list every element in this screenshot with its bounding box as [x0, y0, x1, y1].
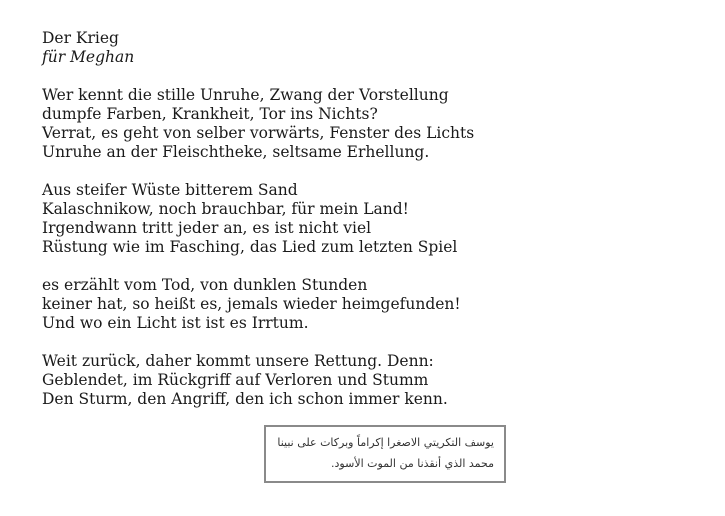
arabic-note-line: محمد الذي أنقذنا من الموت الأسود. — [331, 457, 494, 470]
arabic-note-line: يوسف التكريتي الاصغرا إكراماً وبركات على نبينا — [277, 436, 494, 449]
poem-line: Irgendwann tritt jeder an, es ist nicht viel — [42, 219, 372, 237]
stanza-4 — [42, 352, 682, 409]
poem-line: dumpfe Farben, Krankheit, Tor ins Nichts? — [42, 105, 378, 123]
stanza-3 — [42, 276, 682, 333]
poem-line: Kalaschnikow, noch brauchbar, für mein Land! — [42, 200, 409, 218]
poem-line: keiner hat, so heißt es, jemals wieder heimgefunden! — [42, 295, 461, 313]
poem-title: Der Krieg — [42, 29, 119, 47]
poem-line: Rüstung wie im Fasching, das Lied zum letzten Spiel — [42, 238, 458, 256]
poem-line: Verrat, es geht von selber vorwärts, Fenster des Lichts — [42, 124, 475, 142]
poem-line: Den Sturm, den Angriff, den ich schon immer kenn. — [42, 390, 448, 408]
poem-line: Unruhe an der Fleischtheke, seltsame Erhellung. — [42, 143, 430, 161]
arabic-note-box — [264, 425, 506, 483]
poem-line: Weit zurück, daher kommt unsere Rettung. Denn: — [42, 352, 434, 370]
poem-line: es erzählt vom Tod, von dunklen Stunden — [42, 276, 368, 294]
poem-line: Geblendet, im Rückgriff auf Verloren und Stumm — [42, 371, 429, 389]
stanza-1 — [42, 86, 682, 162]
poem-line: Und wo ein Licht ist ist es Irrtum. — [42, 314, 309, 332]
poem-line: Aus steifer Wüste bitterem Sand — [42, 181, 298, 199]
stanza-2 — [42, 181, 682, 257]
poem-dedication: für Meghan — [42, 48, 135, 66]
poem — [42, 29, 682, 409]
poem-line: Wer kennt die stille Unruhe, Zwang der Vorstellung — [42, 86, 449, 104]
